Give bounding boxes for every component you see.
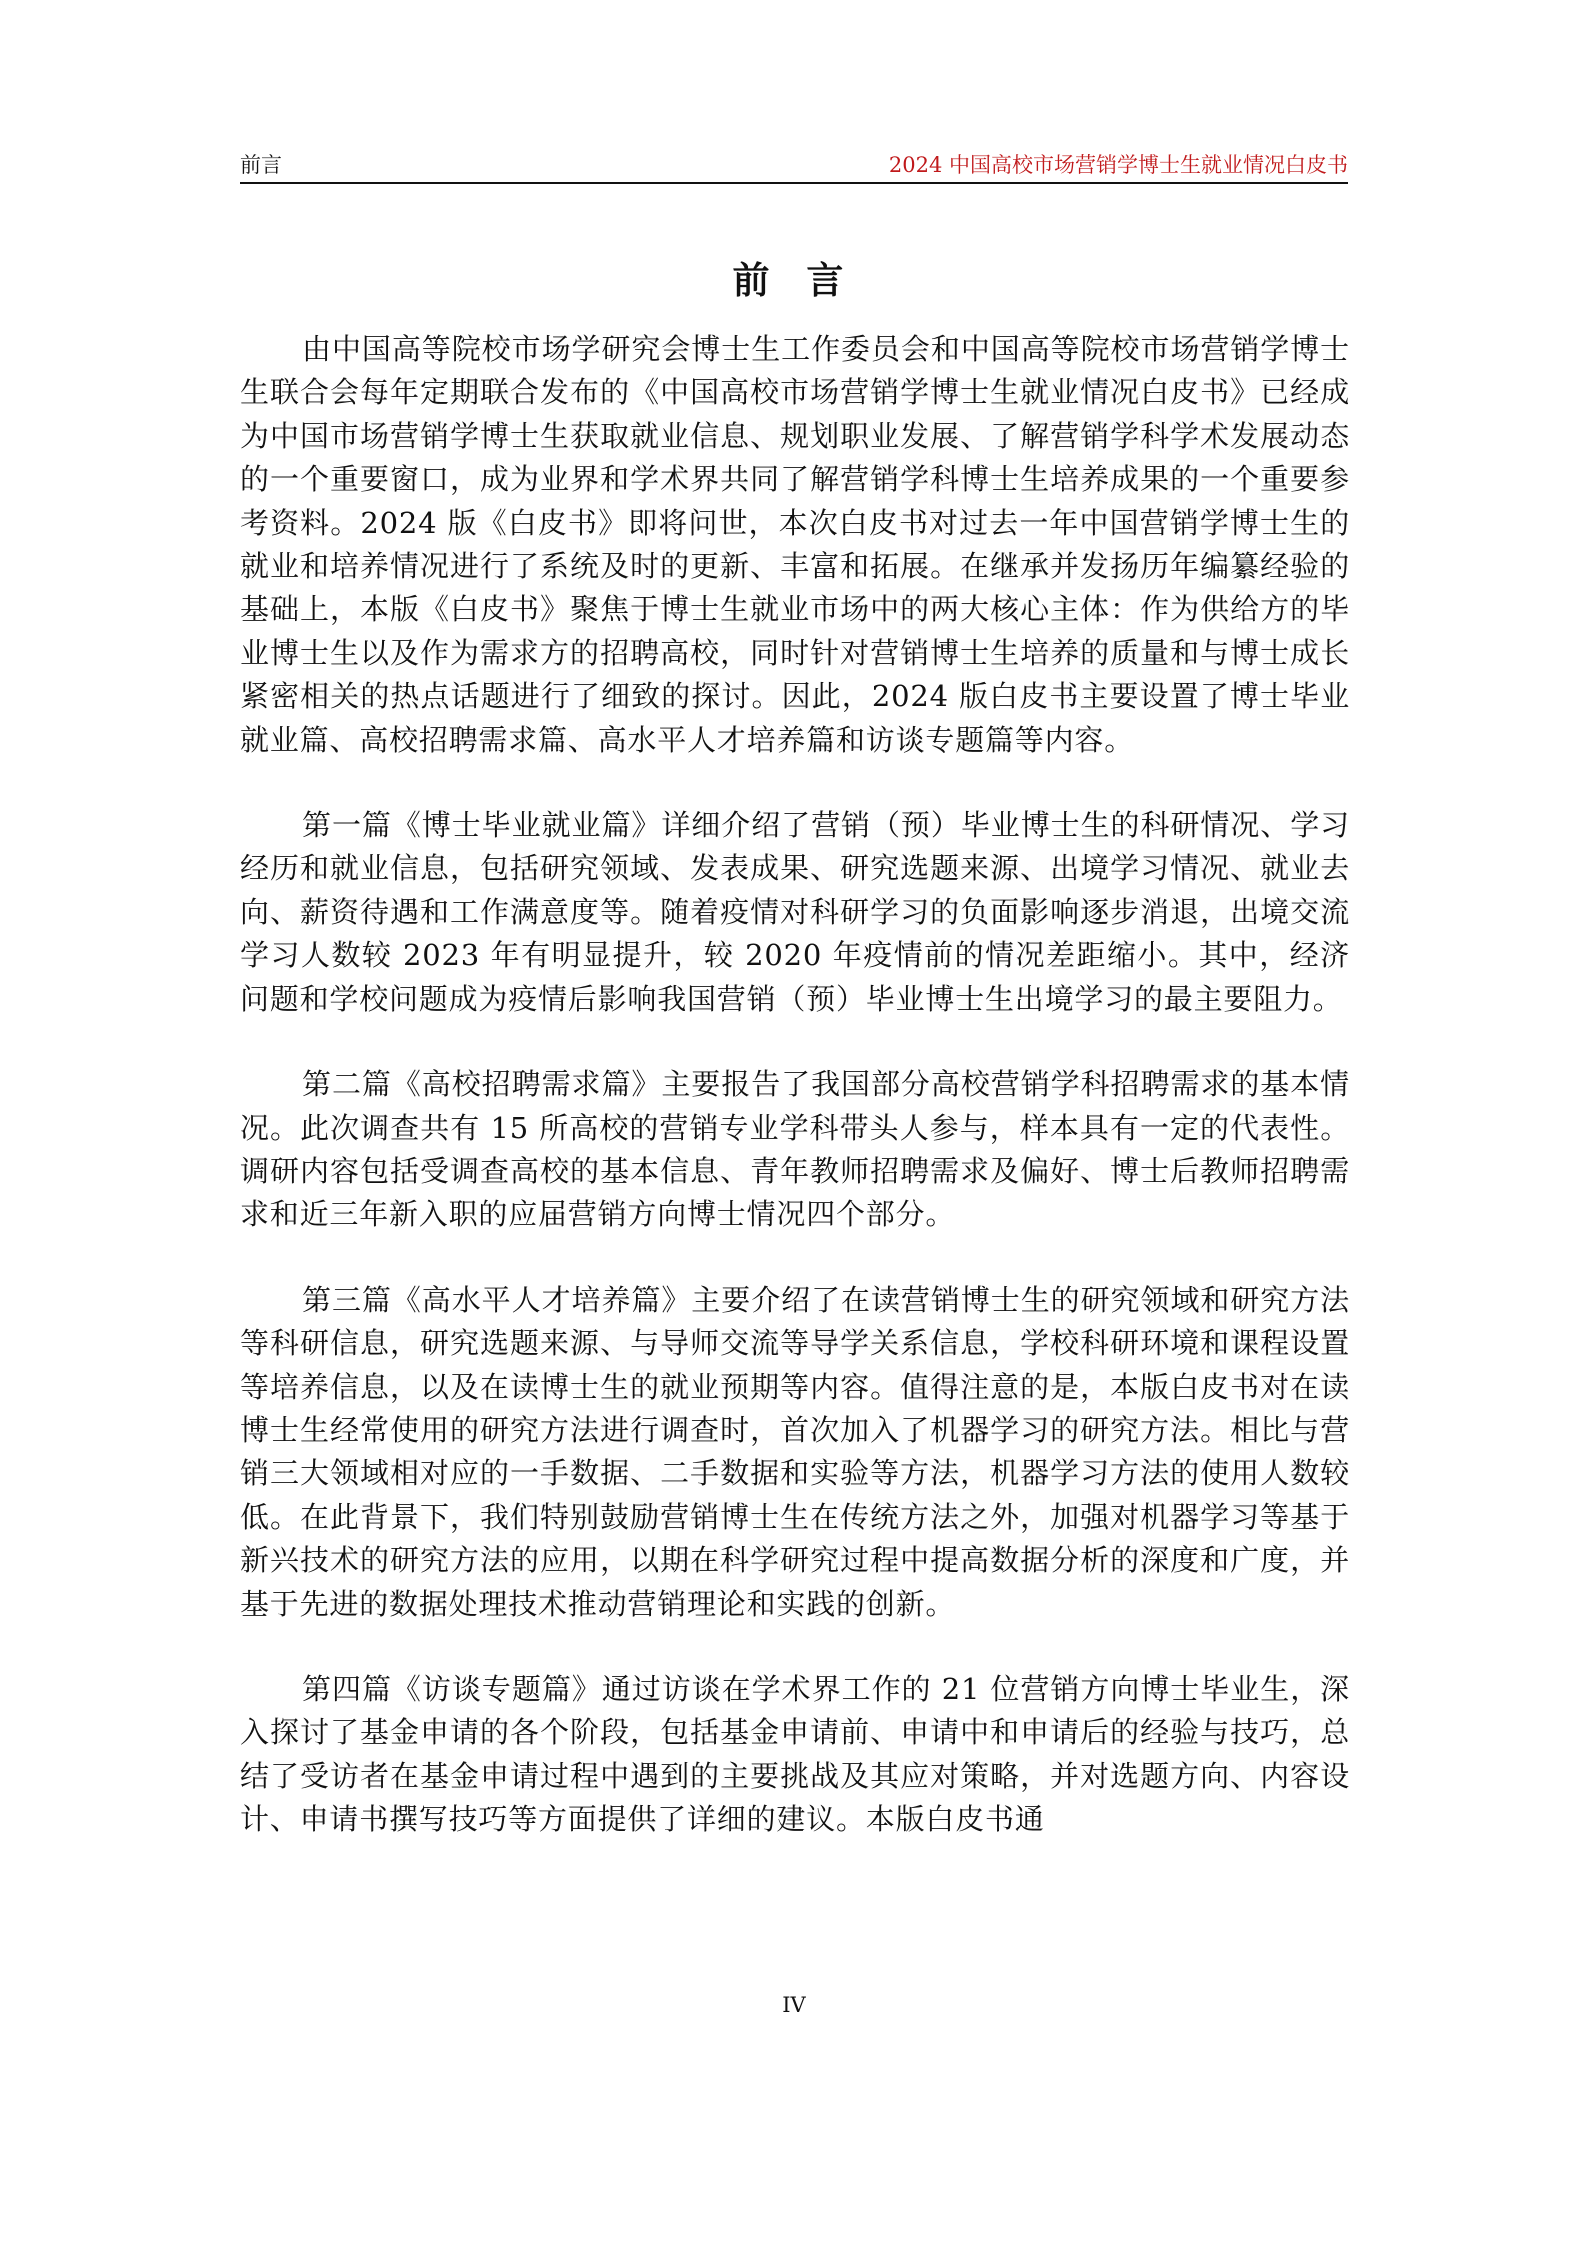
paragraph-part-two: 第二篇《高校招聘需求篇》主要报告了我国部分高校营销学科招聘需求的基本情况。此次调查共有 15 所高校的营销专业学科带头人参与，样本具有一定的代表性。调研内容包括受调查高校的基本信息、青年教师招聘需求及偏好、博士后教师招聘需求和近三年新入职的应届营销方向博士情况四个部分。 (240, 1067, 1350, 1232)
paragraph-part-three: 第三篇《高水平人才培养篇》主要介绍了在读营销博士生的研究领域和研究方法等科研信息，研究选题来源、与导师交流等导学关系信息，学校科研环境和课程设置等培养信息，以及在读博士生的就业预期等内容。值得注意的是，本版白皮书对在读博士生经常使用的研究方法进行调查时，首次加入了机器学习的研究方法。相比与营销三大领域相对应的一手数据、二手数据和实验等方法，机器学习方法的使用人数较低。在此背景下，我们特别鼓励营销博士生在传统方法之外，加强对机器学习等基于新兴技术的研究方法的应用，以期在科学研究过程中提高数据分析的深度和广度，并基于先进的数据处理技术推动营销理论和实践的创新。 (240, 1282, 1350, 1621)
header-divider (240, 182, 1348, 184)
body-text (240, 328, 1350, 1884)
page-number: IV (782, 1993, 806, 2017)
header-book-title: 2024 中国高校市场营销学博士生就业情况白皮书 (888, 153, 1348, 177)
paragraph-part-four: 第四篇《访谈专题篇》通过访谈在学术界工作的 21 位营销方向博士毕业生，深入探讨了基金申请的各个阶段，包括基金申请前、申请中和申请后的经验与技巧，总结了受访者在基金申请过程中遇到的主要挑战及其应对策略，并对选题方向、内容设计、申请书撰写技巧等方面提供了详细的建议。本版白皮书通 (240, 1671, 1350, 1837)
paragraph-intro: 由中国高等院校市场学研究会博士生工作委员会和中国高等院校市场营销学博士生联合会每年定期联合发布的《中国高校市场营销学博士生就业情况白皮书》已经成为中国市场营销学博士生获取就业信息、规划职业发展、了解营销学科学术发展动态的一个重要窗口，成为业界和学术界共同了解营销学科博士生培养成果的一个重要参考资料。2024 版《白皮书》即将问世，本次白皮书对过去一年中国营销学博士生的就业和培养情况进行了系统及时的更新、丰富和拓展。在继承并发扬历年编纂经验的基础上，本版《白皮书》聚焦于博士生就业市场中的两大核心主体：作为供给方的毕业博士生以及作为需求方的招聘高校，同时针对营销博士生培养的质量和与博士成长紧密相关的热点话题进行了细致的探讨。因此，2024 版白皮书主要设置了博士毕业就业篇、高校招聘需求篇、高水平人才培养篇和访谈专题篇等内容。 (240, 332, 1350, 757)
paragraph-part-one: 第一篇《博士毕业就业篇》详细介绍了营销（预）毕业博士生的科研情况、学习经历和就业信息，包括研究领域、发表成果、研究选题来源、出境学习情况、就业去向、薪资待遇和工作满意度等。随着疫情对科研学习的负面影响逐步消退，出境交流学习人数较 2023 年有明显提升，较 2020 年疫情前的情况差距缩小。其中，经济问题和学校问题成为疫情后影响我国营销（预）毕业博士生出境学习的最主要阻力。 (240, 808, 1350, 1016)
header-section-label: 前言 (240, 153, 282, 177)
page-title: 前 言 (732, 258, 856, 302)
running-header (240, 150, 1348, 182)
